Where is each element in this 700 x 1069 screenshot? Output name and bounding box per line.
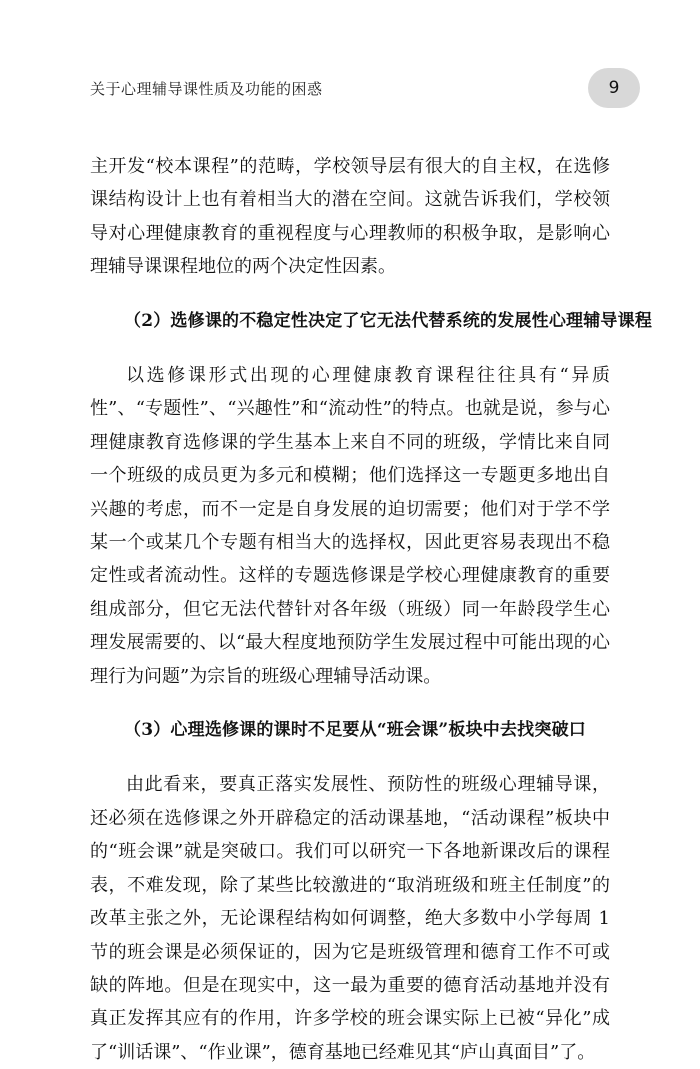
section-heading-2: （2）选修课的不稳定性决定了它无法代替系统的发展性心理辅导课程 [124,310,653,331]
paragraph-continuation: 主开发“校本课程”的范畴，学校领导层有很大的自主权，在选修课结构设计上也有着相当大的潜在空间。这就告诉我们，学校领导对心理健康教育的重视程度与心理教师的积极争取，是影响心理辅导课课程地位的两个决定性因素。 [90,156,610,278]
page-header [0,0,700,120]
page-body [90,150,653,1069]
page-number-badge: 9 [588,68,640,108]
paragraph-elective-instability: 以选修课形式出现的心理健康教育课程往往具有“异质性”、“专题性”、“兴趣性”和“流动性”的特点。也就是说，参与心理健康教育选修课的学生基本上来自不同的班级，学情比来自同一个班级的成员更为多元和模糊；他们选择这一专题更多地出自兴趣的考虑，而不一定是自身发展的迫切需要；他们对于学不学某一个或某几个专题有相当大的选择权，因此更容易表现出不稳定性或者流动性。这样的专题选修课是学校心理健康教育的重要组成部分，但它无法代替针对各年级（班级）同一年龄段学生心理发展需要的、以“最大程度地预防学生发展过程中可能出现的心理行为问题”为宗旨的班级心理辅导活动课。 [90,365,610,687]
paragraph-class-meeting: 由此看来，要真正落实发展性、预防性的班级心理辅导课，还必须在选修课之外开辟稳定的活动课基地，“活动课程”板块中的“班会课”就是突破口。我们可以研究一下各地新课改后的课程表，不难发现，除了某些比较激进的“取消班级和班主任制度”的改革主张之外，无论课程结构如何调整，绝大多数中小学每周 1 节的班会课是必须保证的，因为它是班级管理和德育工作不可或缺的阵地。但是在现实中，这一最为重要的德育活动基地并没有真正发挥其应有的作用，许多学校的班会课实际上已被“异化”成了“训话课”、“作业课”，德育基地已经难见其“庐山真面目”了。 [90,774,610,1063]
running-title: 关于心理辅导课性质及功能的困惑 [90,80,323,98]
section-heading-3: （3）心理选修课的课时不足要从“班会课”板块中去找突破口 [124,720,586,741]
